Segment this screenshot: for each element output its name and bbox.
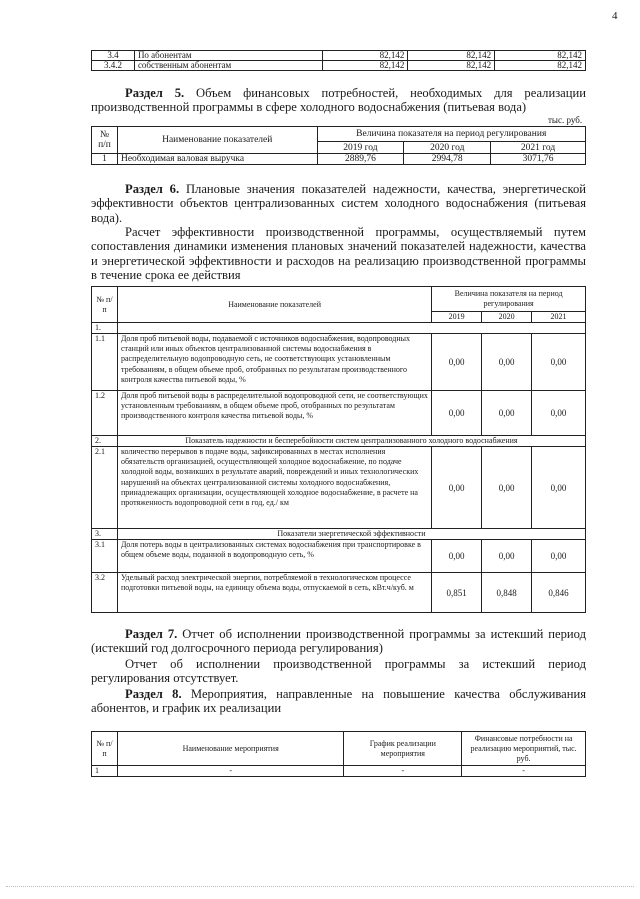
- section6-heading: [91, 182, 586, 225]
- value-cell: 2889,76: [317, 154, 404, 165]
- section6-label: Раздел 6.: [125, 182, 180, 196]
- section5-label: Раздел 5.: [125, 86, 185, 100]
- row-number: 1: [92, 154, 118, 165]
- table-header-row: [92, 287, 586, 312]
- page-edge-line: [6, 886, 634, 887]
- value-cell: 0,00: [482, 391, 532, 436]
- table-header-row: [92, 127, 586, 142]
- row-number: 2.1: [92, 447, 118, 529]
- value-cell: 82,142: [495, 61, 586, 71]
- value-cell: 0,00: [532, 391, 586, 436]
- value-cell: 82,142: [495, 51, 586, 61]
- row-name: Удельный расход электрической энергии, потребляемой в технологическом процессе подготовки питьевой воды, на единицу объема воды, отпускаемой в сеть, кВт.ч/куб. м: [117, 573, 431, 613]
- page-number: 4: [612, 10, 618, 22]
- header-number: № п/п: [92, 127, 118, 154]
- value-cell: 0,00: [432, 391, 482, 436]
- header-year: 2021: [532, 312, 586, 323]
- value-cell: 0,851: [432, 573, 482, 613]
- section8-label: Раздел 8.: [125, 687, 182, 701]
- table-row: [92, 436, 586, 447]
- section8-heading: [91, 687, 586, 716]
- row-number: 3.4: [92, 51, 135, 61]
- table-row: [92, 529, 586, 540]
- row-schedule: -: [344, 766, 462, 777]
- header-schedule: График реализации мероприятия: [344, 732, 462, 766]
- value-cell: 0,00: [432, 334, 482, 391]
- row-name: -: [117, 766, 343, 777]
- section7-label: Раздел 7.: [125, 627, 178, 641]
- section7-heading: [91, 627, 586, 656]
- header-year: 2019 год: [317, 142, 404, 154]
- table-row: [92, 154, 586, 165]
- section7-paragraph: Отчет об исполнении производственной программы за истекший период регулирования отсутствует.: [91, 657, 586, 686]
- row-name: Доля проб питьевой воды, подаваемой с источников водоснабжения, водопроводных станций или иных объектов централизованной системы водоснабжения в распределительную водопроводную сеть, не соответствующих установленным требованиям, в общем объеме проб, отобранных по результатам производственного контроля качества питьевой воды, %: [117, 334, 431, 391]
- section6-text: Плановые значения показателей надежности, качества, энергетической эффективности объектов централизованных систем холодного водоснабжения (питьевая вода).: [91, 182, 586, 225]
- table-top-continuation: [91, 50, 586, 71]
- value-cell: 82,142: [322, 51, 408, 61]
- section8-table: [91, 731, 586, 777]
- row-number: 1.2: [92, 391, 118, 436]
- row-number: 1: [92, 766, 118, 777]
- row-number: 3.2: [92, 573, 118, 613]
- value-cell: 82,142: [408, 61, 495, 71]
- unit-label: тыс. руб.: [548, 115, 583, 125]
- value-cell: 0,00: [482, 540, 532, 573]
- value-cell: 0,00: [532, 447, 586, 529]
- value-cell: 0,00: [432, 540, 482, 573]
- header-year: 2021 год: [491, 142, 586, 154]
- table-row: [92, 540, 586, 573]
- header-name: Наименование мероприятия: [117, 732, 343, 766]
- row-name: количество перерывов в подаче воды, зафиксированных в местах исполнения обязательств организацией, осуществляющей холодное водоснабжение, по подаче холодной воды, возникших в результате аварий, повреждений и иных технологических нарушений на объектах централизованной системы холодного водоснабжения, принадлежащих организации, осуществляющей холодное водоснабжение, в расчете на протяженность водопроводной сети в год, ед./ км: [117, 447, 431, 529]
- section5-table: [91, 126, 586, 165]
- row-name: По абонентам: [134, 51, 322, 61]
- table-row: [92, 447, 586, 529]
- section6-table: [91, 286, 586, 613]
- value-cell: 82,142: [408, 51, 495, 61]
- value-cell: 0,00: [482, 334, 532, 391]
- header-finance: Финансовые потребности на реализацию мероприятий, тыс. руб.: [462, 732, 586, 766]
- row-name: Необходимая валовая выручка: [117, 154, 317, 165]
- value-cell: 0,00: [532, 540, 586, 573]
- row-number: 2.: [92, 436, 118, 447]
- table-row: [92, 391, 586, 436]
- value-cell: 0,848: [482, 573, 532, 613]
- row-name: Доля потерь воды в централизованных системах водоснабжения при транспортировке в общем объеме воды, поданной в водопроводную сеть, %: [117, 540, 431, 573]
- value-cell: 0,846: [532, 573, 586, 613]
- header-number: № п/п: [92, 732, 118, 766]
- header-year: 2020 год: [404, 142, 491, 154]
- header-year: 2019: [432, 312, 482, 323]
- header-value: Величина показателя на период регулирования: [432, 287, 586, 312]
- row-name: [117, 323, 585, 334]
- section8-text: Мероприятия, направленные на повышение качества обслуживания абонентов, и график их реализации: [91, 687, 587, 716]
- section5-heading: [91, 86, 586, 115]
- row-number: 3.: [92, 529, 118, 540]
- row-number: 3.4.2: [92, 61, 135, 71]
- row-name: собственным абонентам: [134, 61, 322, 71]
- row-number: 3.1: [92, 540, 118, 573]
- row-name: Доля проб питьевой воды в распределительной водопроводной сети, не соответствующих установленным требованиям, в общем объеме проб, отобранных по результатам производственного контроля качества питьевой воды, %: [117, 391, 431, 436]
- section5-text: Объем финансовых потребностей, необходимых для реализации производственной программы в сфере холодного водоснабжения (питьевая вода): [91, 86, 586, 115]
- value-cell: 2994,78: [404, 154, 491, 165]
- table-row: [92, 573, 586, 613]
- value-cell: 0,00: [482, 447, 532, 529]
- table-row: [92, 766, 586, 777]
- header-number: № п/п: [92, 287, 118, 323]
- header-year: 2020: [482, 312, 532, 323]
- row-number: 1.1: [92, 334, 118, 391]
- value-cell: 3071,76: [491, 154, 586, 165]
- section7-text: Отчет об исполнении производственной программы за истекший период (истекший год долгосрочного периода регулирования): [91, 627, 586, 656]
- value-cell: 82,142: [322, 61, 408, 71]
- table-row: [92, 334, 586, 391]
- header-value: Величина показателя на период регулирования: [317, 127, 586, 142]
- section-title-row: Показатель надежности и бесперебойности систем централизованного холодного водоснабжения: [117, 436, 585, 447]
- section6-paragraph: Расчет эффективности производственной программы, осуществляемый путем сопоставления динамики изменения плановых значений показателей надежности, качества и энергетической эффективности и расходов на реализацию производственной программы в течение срока ее действия: [91, 225, 586, 282]
- table-row: [92, 323, 586, 334]
- header-name: Наименование показателей: [117, 127, 317, 154]
- value-cell: 0,00: [432, 447, 482, 529]
- table-row: [92, 51, 586, 61]
- table-header-row: [92, 732, 586, 766]
- section-title-row: Показатели энергетической эффективности: [117, 529, 585, 540]
- header-name: Наименование показателей: [117, 287, 431, 323]
- row-finance: -: [462, 766, 586, 777]
- row-number: 1.: [92, 323, 118, 334]
- value-cell: 0,00: [532, 334, 586, 391]
- table-row: [92, 61, 586, 71]
